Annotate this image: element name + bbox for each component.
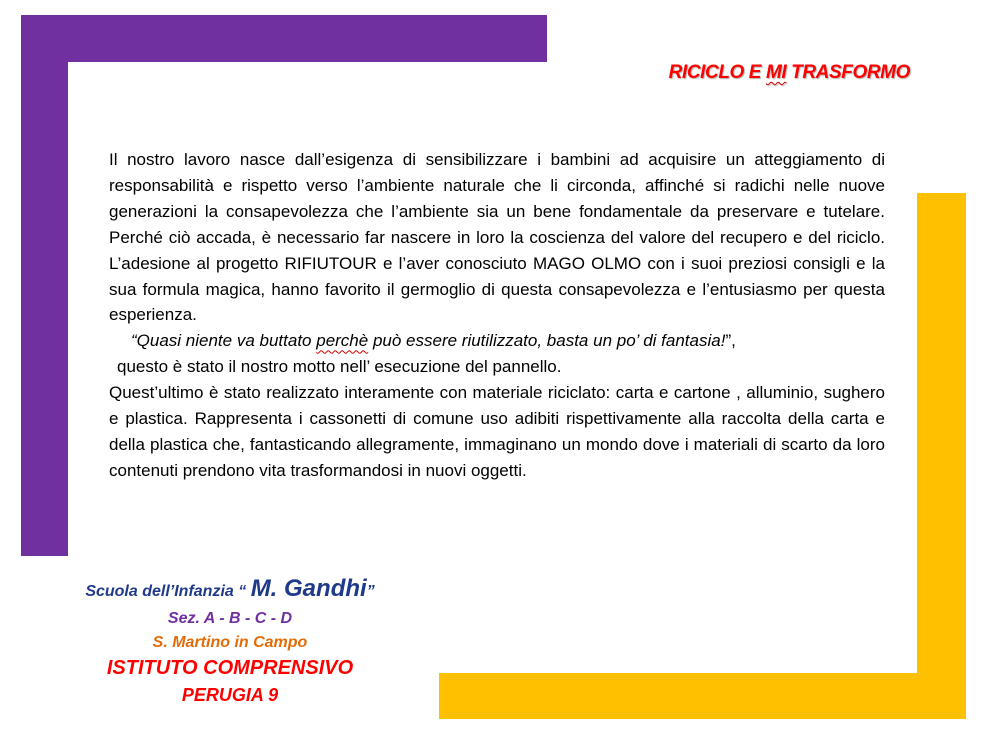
body-text xyxy=(109,147,885,484)
motto-quote-open: “Quasi niente va buttato xyxy=(131,331,317,351)
school-name: M. Gandhi xyxy=(250,575,367,602)
page-title xyxy=(600,62,910,84)
paragraph-motto-note: questo è stato il nostro motto nell’ esecuzione del pannello. xyxy=(117,357,562,377)
school-line xyxy=(40,574,420,607)
school-prefix: Scuola dell’Infanzia “ xyxy=(85,583,251,600)
paragraph-intro: Il nostro lavoro nasce dall’esigenza di sensibilizzare i bambini ad acquisire un atteggiamento di responsabilità e rispetto verso l’ambiente naturale che li circonda, affinché si radichi nelle nuove generazioni la consapevolezza che l’ambiente sia un bene fondamentale da preservare e tutelare. Perché ciò accada, è necessario far nascere in loro la coscienza del valore del recupero e del riciclo. L’adesione al progetto RIFIUTOUR e l’aver conosciuto MAGO OLMO con i suoi preziosi consigli e la sua formula magica, hanno favorito il germoglio di questa consapevolezza e l’entusiasmo per questa esperienza. xyxy=(109,150,885,325)
title-text-1: RICICLO E xyxy=(668,62,766,83)
sections-line: Sez. A - B - C - D xyxy=(167,610,293,627)
motto-quote-word: perchè xyxy=(316,331,369,351)
city-line: PERUGIA 9 xyxy=(181,685,279,705)
title-text-3: TRASFORMO xyxy=(786,62,910,83)
school-footer xyxy=(40,574,420,709)
title-text-2: MI xyxy=(765,62,787,83)
place-line: S. Martino in Campo xyxy=(152,634,308,651)
motto-quote-rest: può essere riutilizzato, basta un po’ di fantasia! xyxy=(368,331,726,351)
paragraph-motto xyxy=(109,328,885,354)
institute-line: ISTITUTO COMPRENSIVO xyxy=(106,657,354,679)
school-suffix: ” xyxy=(366,583,375,600)
motto-quote-close: ”, xyxy=(725,331,736,351)
paragraph-description: Quest’ultimo è stato realizzato interamente con materiale riciclato: carta e cartone , alluminio, sughero e plastica. Rappresenta i cassonetti di comune uso adibiti rispettivamente alla raccolta della carta e della plastica che, fantasticando allegramente, immaginano un mondo dove i materiali di scarto da loro contenuti prendono vita trasformandosi in nuovi oggetti. xyxy=(109,383,885,480)
